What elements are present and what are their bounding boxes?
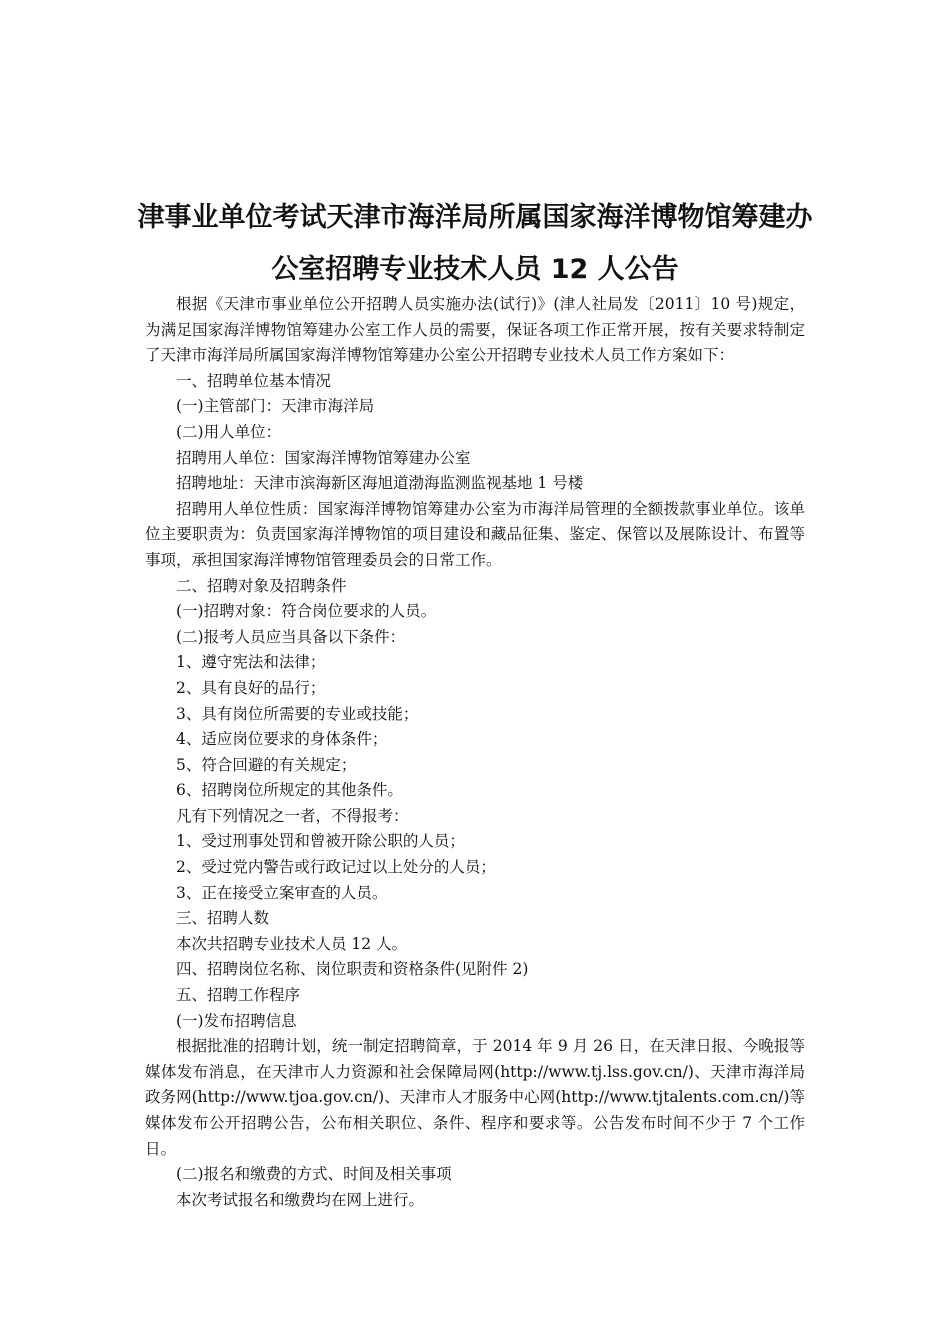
document-body xyxy=(145,292,805,1213)
section-heading: 三、招聘人数 xyxy=(176,909,270,928)
paragraph: 根据《天津市事业单位公开招聘人员实施办法(试行)》(津人社局发〔2011〕10 号)规定，为满足国家海洋博物馆筹建办公室工作人员的需要，保证各项工作正常开展，按有关要求特制定了天津市海洋局所属国家海洋博物馆筹建办公室公开招聘专业技术人员工作方案如下： xyxy=(145,295,805,365)
section-heading: 四、招聘岗位名称、岗位职责和资格条件(见附件 2) xyxy=(176,960,529,979)
list-item: 2、受过党内警告或行政记过以上处分的人员； xyxy=(176,858,496,877)
paragraph: 凡有下列情况之一者，不得报考： xyxy=(176,806,409,825)
list-item: 5、符合回避的有关规定； xyxy=(176,755,357,774)
paragraph: (二)用人单位： xyxy=(176,422,282,441)
paragraph: (一)发布招聘信息 xyxy=(176,1011,297,1030)
section-heading: 二、招聘对象及招聘条件 xyxy=(176,576,347,595)
document-title-line-2: 公室招聘专业技术人员 12 人公告 xyxy=(271,254,679,285)
list-item: 2、具有良好的品行； xyxy=(176,678,326,697)
paragraph: 本次共招聘专业技术人员 12 人。 xyxy=(176,934,408,953)
paragraph: (一)主管部门：天津市海洋局 xyxy=(176,397,375,416)
paragraph: (二)报考人员应当具备以下条件： xyxy=(176,627,406,646)
section-heading: 五、招聘工作程序 xyxy=(176,986,301,1005)
paragraph: 招聘用人单位性质：国家海洋博物馆筹建办公室为市海洋局管理的全额拨款事业单位。该单位主要职责为：负责国家海洋博物馆的项目建设和藏品征集、鉴定、保管以及展陈设计、布置等事项，承担国家海洋博物馆管理委员会的日常工作。 xyxy=(145,499,805,569)
paragraph: 招聘用人单位：国家海洋博物馆筹建办公室 xyxy=(176,448,471,467)
list-item: 1、遵守宪法和法律； xyxy=(176,653,326,672)
list-item: 3、具有岗位所需要的专业或技能； xyxy=(176,704,419,723)
paragraph: (二)报名和缴费的方式、时间及相关事项 xyxy=(176,1165,452,1184)
paragraph: (一)招聘对象：符合岗位要求的人员。 xyxy=(176,602,437,621)
paragraph: 招聘地址：天津市滨海新区海旭道渤海监测监视基地 1 号楼 xyxy=(176,474,584,493)
list-item: 4、适应岗位要求的身体条件； xyxy=(176,730,388,749)
list-item: 6、招聘岗位所规定的其他条件。 xyxy=(176,781,403,800)
section-heading: 一、招聘单位基本情况 xyxy=(176,371,332,390)
document-title-line-1: 津事业单位考试天津市海洋局所属国家海洋博物馆筹建办 xyxy=(137,202,813,233)
paragraph: 本次考试报名和缴费均在网上进行。 xyxy=(176,1190,425,1209)
list-item: 1、受过刑事处罚和曾被开除公职的人员； xyxy=(176,832,465,851)
list-item: 3、正在接受立案审查的人员。 xyxy=(176,883,388,902)
paragraph: 根据批准的招聘计划，统一制定招聘简章，于 2014 年 9 月 26 日，在天津日报、今晚报等媒体发布消息，在天津市人力资源和社会保障局网(http://www.tj.lss.gov.cn/)、天津市海洋局政务网(http://www.tjoa.gov.cn/)、天津市人才服务中心网(http://www.tjtalents.com.cn/)等媒体发布公开招聘公告，公布相关职位、条件、程序和要求等。公告发布时间不少于 7 个工作日。 xyxy=(145,1037,805,1158)
